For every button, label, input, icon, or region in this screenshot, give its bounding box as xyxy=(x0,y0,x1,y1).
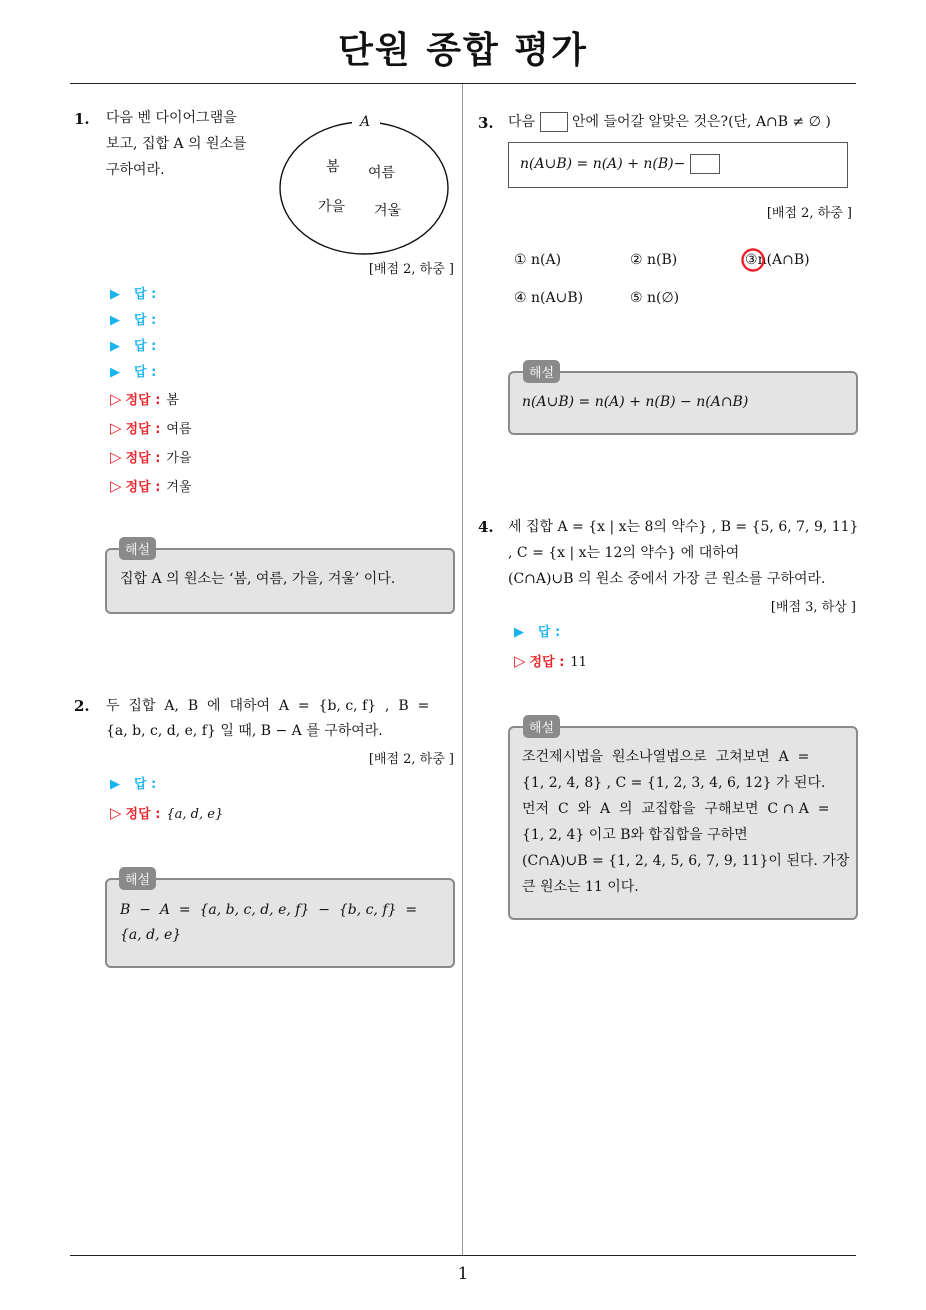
triangle-icon: ▶ xyxy=(110,777,120,792)
question-line: 세 집합 A = {x | x는 8의 약수} , B = {5, 6, 7, 9, 11} xyxy=(508,519,859,535)
choice-1[interactable]: ① n(A) xyxy=(514,252,562,268)
question-line: (C∩A)∪B 의 원소 중에서 가장 큰 원소를 구하여라. xyxy=(508,571,826,587)
selected-circle-icon xyxy=(740,246,768,274)
venn-item: 겨울 xyxy=(374,203,402,219)
choice-3[interactable]: ③n(A∩B) xyxy=(745,252,810,268)
venn-item: 여름 xyxy=(368,165,396,181)
choice-4[interactable]: ④ n(A∪B) xyxy=(514,290,584,306)
question-number: 2. xyxy=(74,697,90,715)
venn-diagram xyxy=(276,110,454,258)
venn-set-label: A xyxy=(360,114,371,130)
explanation-text: 큰 원소는 11 이다. xyxy=(522,879,639,895)
correct-answer-row: ▷ 정답 : 봄 xyxy=(110,390,179,408)
score-label: [배점 2, 하중 ] xyxy=(368,262,454,277)
triangle-icon: ▶ xyxy=(110,287,120,302)
outline-triangle-icon: ▷ xyxy=(110,419,122,437)
correct-answer-row: ▷ 정답 : 11 xyxy=(514,652,587,670)
explanation-text: 조건제시법을 원소나열법으로 고쳐보면 A = xyxy=(522,749,810,765)
score-label: [배점 2, 하중 ] xyxy=(766,206,852,221)
correct-answer-row: ▷ 정답 : {a, d, e} xyxy=(110,804,224,822)
answer-row[interactable]: ▶ 답 : xyxy=(110,777,157,792)
score-label: [배점 2, 하중 ] xyxy=(368,752,454,767)
correct-answer-row: ▷ 정답 : 가을 xyxy=(110,448,192,466)
question-line: 보고, 집합 A 의 원소를 xyxy=(106,136,247,152)
score-label: [배점 3, 하상 ] xyxy=(770,600,856,615)
explanation-text: (C∩A)∪B = {1, 2, 4, 5, 6, 7, 9, 11}이 된다. 가장 xyxy=(522,853,850,869)
blank-box xyxy=(540,112,568,132)
outline-triangle-icon: ▷ xyxy=(514,652,526,670)
question-line: 두 집합 A, B 에 대하여 A = {b, c, f} , B = xyxy=(106,698,430,714)
venn-item: 봄 xyxy=(326,159,340,175)
choice-5[interactable]: ⑤ n(∅) xyxy=(630,290,680,306)
explanation-text: B − A = {a, b, c, d, e, f} − {b, c, f} = xyxy=(120,902,418,918)
question-number: 3. xyxy=(478,114,494,132)
explanation-tag: 해설 xyxy=(523,715,560,738)
correct-answer-row: ▷ 정답 : 겨울 xyxy=(110,477,192,495)
explanation-tag: 해설 xyxy=(119,537,156,560)
header-rule xyxy=(70,83,856,84)
question-number: 1. xyxy=(74,110,90,128)
explanation-text: {a, d, e} xyxy=(120,927,182,943)
question-line: {a, b, c, d, e, f} 일 때, B − A 를 구하여라. xyxy=(106,723,383,739)
answer-row[interactable]: ▶ 답 : xyxy=(110,365,157,380)
answer-row[interactable]: ▶ 답 : xyxy=(110,339,157,354)
page-title: 단원 종합 평가 xyxy=(338,30,588,71)
explanation-text: 집합 A 의 원소는 ‘봄, 여름, 가을, 겨울’ 이다. xyxy=(120,571,396,587)
explanation-text: {1, 2, 4} 이고 B와 합집합을 구하면 xyxy=(522,827,748,843)
explanation-tag: 해설 xyxy=(523,360,560,383)
footer-rule xyxy=(70,1255,856,1256)
outline-triangle-icon: ▷ xyxy=(110,804,122,822)
triangle-icon: ▶ xyxy=(110,339,120,354)
outline-triangle-icon: ▷ xyxy=(110,477,122,495)
correct-answer-row: ▷ 정답 : 여름 xyxy=(110,419,192,437)
blank-box xyxy=(690,154,720,174)
outline-triangle-icon: ▷ xyxy=(110,390,122,408)
formula-text: n(A∪B) = n(A) + n(B)− xyxy=(520,154,720,174)
explanation-tag: 해설 xyxy=(119,867,156,890)
question-line: , C = {x | x는 12의 약수} 에 대하여 xyxy=(508,545,740,561)
question-number: 4. xyxy=(478,518,494,536)
answer-row[interactable]: ▶ 답 : xyxy=(514,625,561,640)
column-divider xyxy=(462,84,463,1256)
explanation-text: n(A∪B) = n(A) + n(B) − n(A∩B) xyxy=(522,394,749,410)
triangle-icon: ▶ xyxy=(514,625,524,640)
question-line: 다음 벤 다이어그램을 xyxy=(106,110,237,126)
answer-row[interactable]: ▶ 답 : xyxy=(110,313,157,328)
question-text: 다음 안에 들어갈 알맞은 것은?(단, A∩B ≠ ∅ ) xyxy=(508,114,831,130)
explanation-text: 먼저 C 와 A 의 교집합을 구해보면 C ∩ A = xyxy=(522,801,830,817)
triangle-icon: ▶ xyxy=(110,313,120,328)
venn-item: 가을 xyxy=(318,199,346,215)
question-line: 구하여라. xyxy=(106,162,165,178)
choice-2[interactable]: ② n(B) xyxy=(630,252,678,268)
page-number: 1 xyxy=(457,1264,469,1284)
triangle-icon: ▶ xyxy=(110,365,120,380)
explanation-text: {1, 2, 4, 8} , C = {1, 2, 3, 4, 6, 12} 가 된다. xyxy=(522,775,826,791)
answer-row[interactable]: ▶ 답 : xyxy=(110,287,157,302)
outline-triangle-icon: ▷ xyxy=(110,448,122,466)
